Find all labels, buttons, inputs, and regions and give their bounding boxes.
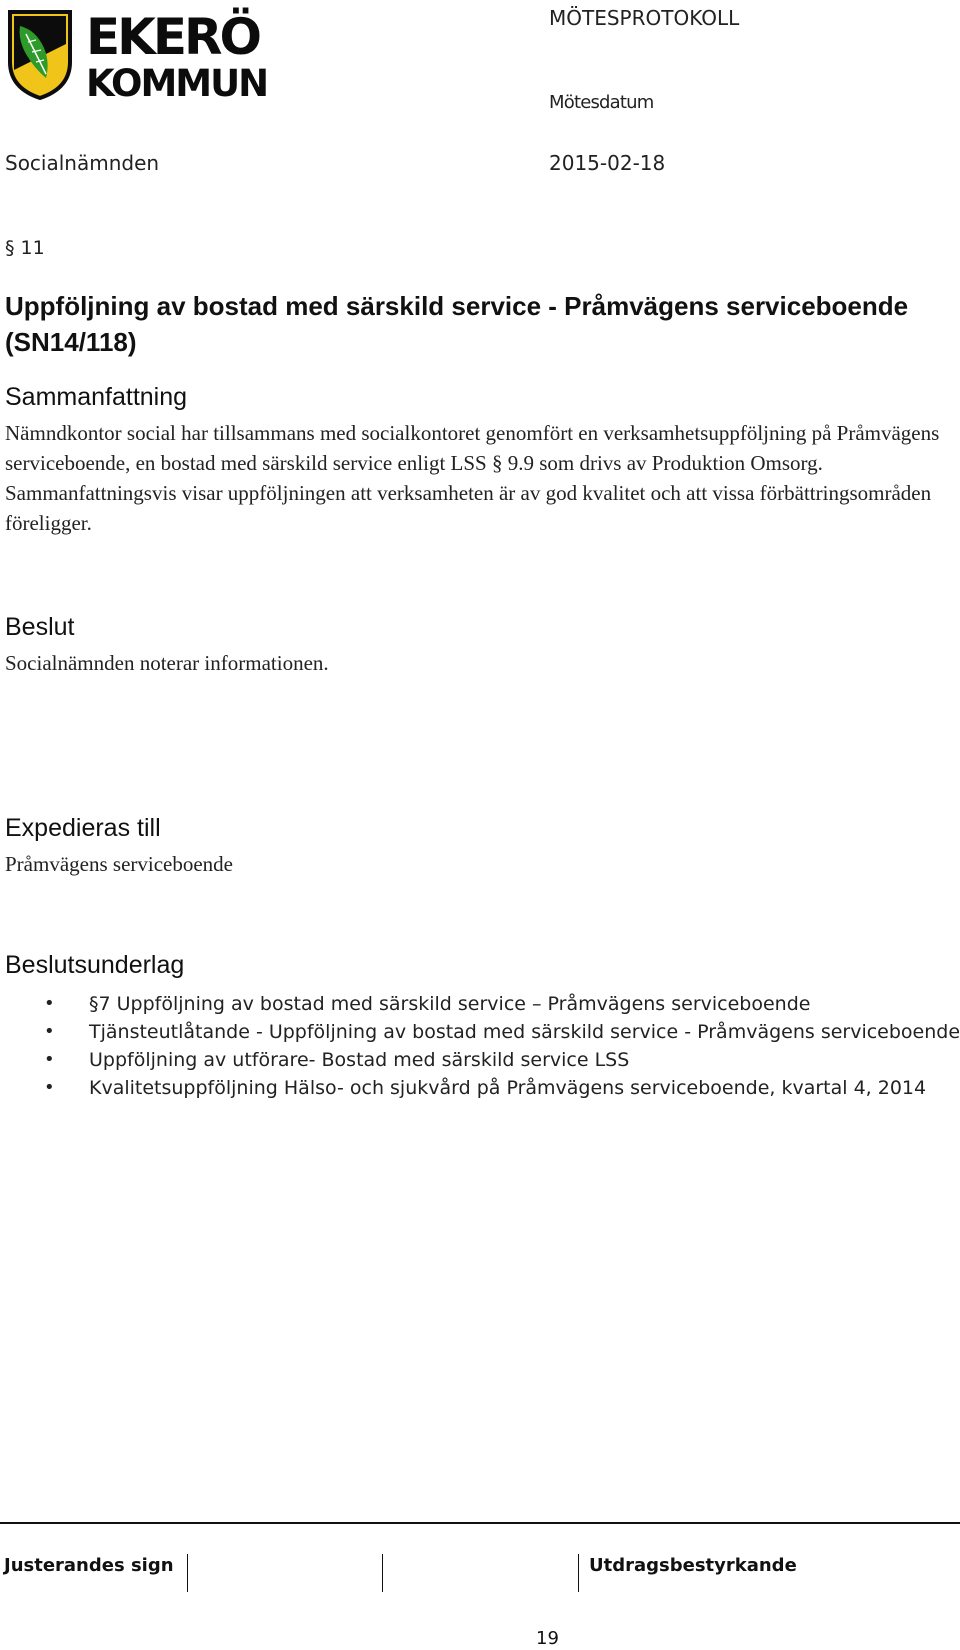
- document-type: MÖTESPROTOKOLL: [549, 6, 740, 30]
- paragraph-number: § 11: [5, 237, 45, 259]
- list-item-text: Uppföljning av utförare- Bostad med särskild service LSS: [89, 1049, 630, 1071]
- meeting-date-label: Mötesdatum: [549, 92, 654, 113]
- list-item-text: §7 Uppföljning av bostad med särskild service – Pråmvägens serviceboende: [89, 993, 811, 1015]
- decision-text: Socialnämnden noterar informationen.: [5, 651, 329, 675]
- sent-to-text: Pråmvägens serviceboende: [5, 852, 233, 876]
- summary-text: Nämndkontor social har tillsammans med socialkontoret genomfört en verksamhetsuppföljning på Pråmvägens serviceboende, en bostad med särskild service enligt LSS § 9.9 som drivs av Produktion Omsorg. Sammanfattningsvis visar uppföljningen att verksamheten är av god kvalitet och att vissa förbättringsområden föreligger.: [5, 421, 940, 535]
- signature-box-divider: [187, 1554, 188, 1592]
- adjuster-signature-label: Justerandes sign: [4, 1555, 174, 1576]
- extract-certification-label: Utdragsbestyrkande: [589, 1555, 797, 1576]
- list-item-text: Kvalitetsuppföljning Hälso- och sjukvård på Pråmvägens serviceboende, kvartal 4, 2014: [89, 1077, 927, 1099]
- committee-name: Socialnämnden: [5, 151, 160, 175]
- bullet-icon: •: [44, 1077, 55, 1098]
- svg-text:EKERÖ: EKERÖ: [86, 8, 260, 66]
- logo-wordmark: [86, 7, 267, 100]
- bullet-icon: •: [44, 1021, 55, 1042]
- municipality-logo: [6, 4, 268, 100]
- page-title: Uppföljning av bostad med särskild service - Pråmvägens serviceboende (SN14/118): [5, 291, 909, 357]
- list-item: [0, 1018, 960, 1046]
- decision-basis-list: [0, 990, 960, 1102]
- coat-of-arms-icon: [6, 4, 268, 100]
- decision-basis-heading: Beslutsunderlag: [5, 951, 185, 979]
- meeting-date: 2015-02-18: [549, 151, 666, 175]
- summary-heading: Sammanfattning: [5, 383, 188, 411]
- sent-to-heading: Expedieras till: [5, 814, 161, 842]
- signature-box-divider: [382, 1554, 383, 1592]
- list-item: [0, 1046, 960, 1074]
- decision-heading: Beslut: [5, 613, 75, 641]
- bullet-icon: •: [44, 1049, 55, 1070]
- list-item-text: Tjänsteutlåtande - Uppföljning av bostad med särskild service - Pråmvägens serviceboende: [89, 1021, 960, 1043]
- footer-divider: [0, 1522, 960, 1524]
- page-number: 19: [536, 1628, 559, 1649]
- signature-box-divider: [578, 1554, 579, 1592]
- svg-text:KOMMUN: KOMMUN: [86, 62, 268, 100]
- list-item: [0, 990, 960, 1018]
- bullet-icon: •: [44, 993, 55, 1014]
- list-item: [0, 1074, 960, 1102]
